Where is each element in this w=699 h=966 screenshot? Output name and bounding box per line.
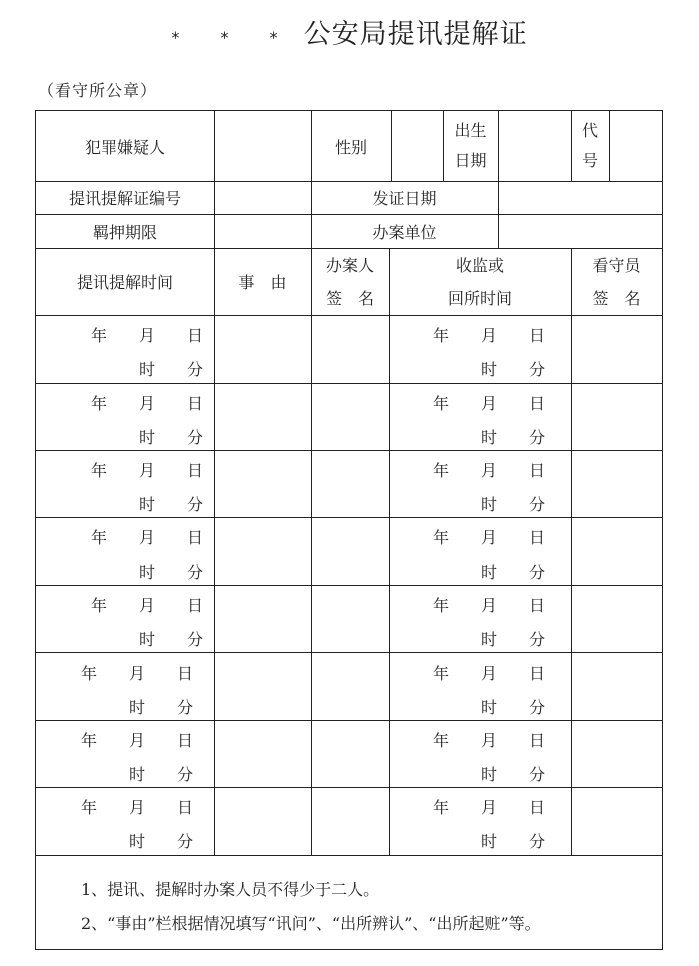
label-birth-1: 出生	[454, 121, 487, 140]
title-stars: * * *	[171, 28, 296, 47]
return-ymd: 年 月 日	[433, 798, 546, 817]
field-suspect[interactable]	[214, 111, 311, 181]
return-hm: 时 分	[481, 630, 546, 649]
rule	[311, 111, 312, 248]
field-case-unit[interactable]	[498, 214, 662, 248]
col-officer	[311, 248, 389, 315]
return-hm: 时 分	[481, 832, 546, 851]
rule	[609, 111, 610, 181]
return-ymd: 年 月 日	[433, 528, 546, 547]
date-ymd: 年 月 日	[81, 798, 194, 817]
time-hm: 时 分	[139, 563, 204, 582]
date-ymd: 年 月 日	[91, 596, 204, 615]
return-ymd: 年 月 日	[433, 664, 546, 683]
title-text: 公安局提讯提解证	[303, 19, 528, 50]
return-hm: 时 分	[481, 698, 546, 717]
rule	[36, 383, 662, 384]
document-title	[0, 12, 699, 58]
label-case-unit: 办案单位	[372, 222, 437, 242]
col-guard-2: 签 名	[592, 288, 641, 308]
col-return-time	[389, 248, 571, 315]
date-ymd: 年 月 日	[91, 461, 204, 480]
time-hm: 时 分	[129, 698, 194, 717]
rule	[36, 315, 662, 316]
rule	[36, 214, 662, 215]
date-ymd: 年 月 日	[81, 731, 194, 750]
col-guard-1: 看守员	[592, 255, 641, 275]
label-detention: 羁押期限	[92, 222, 157, 242]
date-ymd: 年 月 日	[91, 394, 204, 413]
return-ymd: 年 月 日	[433, 461, 546, 480]
return-ymd: 年 月 日	[433, 394, 546, 413]
rule	[391, 111, 392, 181]
col-time: 提讯提解时间	[76, 273, 173, 292]
rule	[498, 111, 499, 248]
col-return-2: 回所时间	[447, 288, 512, 308]
label-issue-date: 发证日期	[372, 189, 437, 208]
return-hm: 时 分	[481, 360, 546, 379]
date-ymd: 年 月 日	[91, 528, 204, 547]
time-hm: 时 分	[129, 765, 194, 784]
rule	[36, 585, 662, 586]
field-cert-no[interactable]	[214, 181, 311, 214]
col-return-1: 收监或	[455, 255, 504, 275]
note-1: 1、提讯、提解时办案人员不得少于二人。	[81, 880, 380, 899]
col-guard	[571, 248, 662, 315]
form-table	[35, 110, 663, 950]
return-ymd: 年 月 日	[433, 326, 546, 345]
rule	[36, 787, 662, 788]
col-officer-2: 签 名	[325, 288, 374, 308]
label-gender: 性别	[334, 137, 367, 157]
rule	[443, 111, 444, 181]
col-reason: 事 由	[238, 273, 287, 292]
field-birth-date[interactable]	[498, 111, 571, 181]
rule	[36, 181, 662, 182]
rule	[36, 517, 662, 518]
time-hm: 时 分	[139, 495, 204, 514]
return-hm: 时 分	[481, 495, 546, 514]
rule	[36, 855, 662, 856]
seal-note: （看守所公章）	[38, 81, 158, 100]
rule	[36, 450, 662, 451]
return-ymd: 年 月 日	[433, 596, 546, 615]
time-hm: 时 分	[139, 630, 204, 649]
field-code[interactable]	[609, 111, 662, 181]
rule	[311, 248, 312, 855]
rule	[389, 248, 390, 855]
rule	[571, 111, 572, 181]
rule	[36, 652, 662, 653]
return-ymd: 年 月 日	[433, 731, 546, 750]
return-hm: 时 分	[481, 765, 546, 784]
label-code	[571, 111, 609, 181]
field-gender[interactable]	[391, 111, 443, 181]
field-issue-date[interactable]	[498, 181, 662, 214]
rule	[36, 720, 662, 721]
return-hm: 时 分	[481, 428, 546, 447]
date-ymd: 年 月 日	[91, 326, 204, 345]
field-detention[interactable]	[214, 214, 311, 248]
note-2: 2、“事由”栏根据情况填写“讯问”、“出所辨认”、“出所起赃”等。	[81, 914, 541, 933]
rule	[214, 111, 215, 855]
time-hm: 时 分	[139, 428, 204, 447]
return-hm: 时 分	[481, 563, 546, 582]
label-birth-2: 日期	[454, 151, 487, 170]
label-birth-date	[443, 111, 498, 181]
label-suspect: 犯罪嫌疑人	[84, 137, 165, 157]
rule	[571, 248, 572, 855]
rule	[36, 248, 662, 249]
date-ymd: 年 月 日	[81, 664, 194, 683]
label-cert-no: 提讯提解证编号	[68, 189, 181, 208]
time-hm: 时 分	[139, 360, 204, 379]
col-officer-1: 办案人	[325, 255, 374, 275]
time-hm: 时 分	[129, 832, 194, 851]
label-code-1: 代	[581, 121, 598, 140]
label-code-2: 号	[581, 151, 598, 170]
